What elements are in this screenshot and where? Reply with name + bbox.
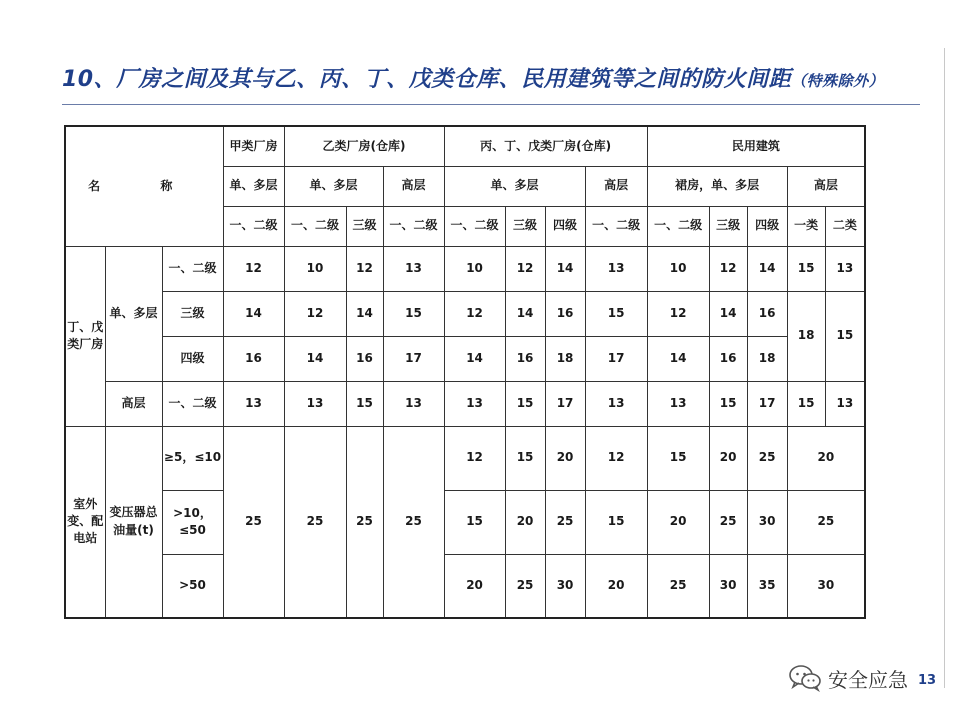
table-cell: 25 [505,554,545,618]
table-cell: 16 [545,291,585,336]
table-cell: 14 [444,336,505,381]
table-cell: 30 [545,554,585,618]
header-min: 民用建筑 [647,126,865,166]
table-cell: 14 [647,336,709,381]
table-cell: 20 [647,490,709,554]
table-cell: 13 [383,381,444,426]
table-cell: 17 [383,336,444,381]
row-grade: 一、二级 [162,246,223,291]
table-cell: 14 [346,291,383,336]
table-cell: 14 [545,246,585,291]
grade-yi-high-12: 一、二级 [383,206,444,246]
sub-jia-single: 单、多层 [223,166,284,206]
slide-title [62,62,942,93]
watermark-text: 安全应急 [828,667,908,692]
table-cell: 15 [825,291,865,381]
title-text: 10、厂房之间及其与乙、丙、丁、戊类仓库、民用建筑等之间的防火间距 [62,67,792,92]
table-cell: 30 [747,490,787,554]
table-cell: 25 [647,554,709,618]
grade-jia-12: 一、二级 [223,206,284,246]
table-cell: 14 [505,291,545,336]
grade-bing-4: 四级 [545,206,585,246]
table-cell: 20 [444,554,505,618]
table-cell: 15 [505,381,545,426]
fire-distance-table [64,125,866,619]
grade-bing-3: 三级 [505,206,545,246]
table-cell: 16 [747,291,787,336]
table-cell: 25 [709,490,747,554]
table-cell: 14 [223,291,284,336]
table-cell: 15 [444,490,505,554]
header-name: 名 称 [65,126,223,246]
table-cell: 18 [747,336,787,381]
row-grade: 四级 [162,336,223,381]
page-number: 13 [918,673,937,688]
table-cell: 16 [223,336,284,381]
table-cell: 17 [545,381,585,426]
table-cell: 13 [223,381,284,426]
table-cell: 12 [444,426,505,490]
oil-range: >50 [162,554,223,618]
table-cell: 16 [346,336,383,381]
table-cell: 13 [444,381,505,426]
row-grade: 一、二级 [162,381,223,426]
grade-yi-12: 一、二级 [284,206,346,246]
table-cell: 25 [223,426,284,618]
table-cell: 15 [709,381,747,426]
table-cell: 12 [444,291,505,336]
table-cell: 15 [787,381,825,426]
table-cell: 13 [647,381,709,426]
sub-min-high: 高层 [787,166,865,206]
grade-min-class2: 二类 [825,206,865,246]
grade-yi-3: 三级 [346,206,383,246]
ding-wu-single-label: 单、多层 [105,246,162,381]
grade-bing-12: 一、二级 [444,206,505,246]
table-cell: 16 [709,336,747,381]
sub-min-single: 裙房，单、多层 [647,166,787,206]
table-cell: 20 [545,426,585,490]
grade-min-class1: 一类 [787,206,825,246]
table-cell: 17 [747,381,787,426]
table-cell: 12 [346,246,383,291]
table-cell: 14 [709,291,747,336]
header-jia: 甲类厂房 [223,126,284,166]
grade-min-3: 三级 [709,206,747,246]
table-cell: 20 [585,554,647,618]
table-cell: 20 [505,490,545,554]
table-cell: 20 [709,426,747,490]
grade-min-4: 四级 [747,206,787,246]
title-underline [62,104,920,105]
table-cell: 15 [787,246,825,291]
table-cell: 13 [383,246,444,291]
table-cell: 10 [647,246,709,291]
table-cell: 25 [787,490,865,554]
table-cell: 20 [787,426,865,490]
ding-wu-high-label: 高层 [105,381,162,426]
table-cell: 15 [585,291,647,336]
table-cell: 12 [505,246,545,291]
table-cell: 15 [346,381,383,426]
sub-bing-single: 单、多层 [444,166,585,206]
table-cell: 15 [585,490,647,554]
table-cell: 30 [787,554,865,618]
table-cell: 15 [505,426,545,490]
sub-yi-high: 高层 [383,166,444,206]
table-cell: 13 [825,381,865,426]
title-note: （特殊除外） [791,72,885,90]
right-border-line [944,48,945,688]
sub-yi-single: 单、多层 [284,166,383,206]
table-cell: 35 [747,554,787,618]
table-cell: 25 [383,426,444,618]
table-cell: 25 [284,426,346,618]
table-cell: 18 [787,291,825,381]
wechat-icon [788,664,822,692]
table-cell: 18 [545,336,585,381]
watermark [788,662,908,694]
table-cell: 10 [284,246,346,291]
sub-bing-high: 高层 [585,166,647,206]
table-cell: 12 [647,291,709,336]
table-cell: 25 [545,490,585,554]
header-yi: 乙类厂房(仓库) [284,126,444,166]
row-grade: 三级 [162,291,223,336]
table-cell: 13 [825,246,865,291]
oil-range: ≥5，≤10 [162,426,223,490]
table-cell: 25 [346,426,383,618]
table-cell: 12 [709,246,747,291]
table-cell: 13 [284,381,346,426]
table-cell: 10 [444,246,505,291]
transformer-oil-label: 变压器总油量(t) [105,426,162,618]
table-cell: 30 [709,554,747,618]
table-cell: 13 [585,381,647,426]
table-cell: 12 [585,426,647,490]
grade-bing-high-12: 一、二级 [585,206,647,246]
oil-range: >10，≤50 [162,490,223,554]
table-cell: 14 [284,336,346,381]
table-cell: 17 [585,336,647,381]
table-cell: 14 [747,246,787,291]
table-cell: 16 [505,336,545,381]
table-cell: 13 [585,246,647,291]
grade-min-12: 一、二级 [647,206,709,246]
table-cell: 12 [223,246,284,291]
table-cell: 15 [647,426,709,490]
table-cell: 12 [284,291,346,336]
table-cell: 25 [747,426,787,490]
group-substation-label: 室外变、配电站 [65,426,105,618]
table-cell: 15 [383,291,444,336]
group-ding-wu-label: 丁、戊类厂房 [65,246,105,426]
header-bing: 丙、丁、戊类厂房(仓库) [444,126,647,166]
